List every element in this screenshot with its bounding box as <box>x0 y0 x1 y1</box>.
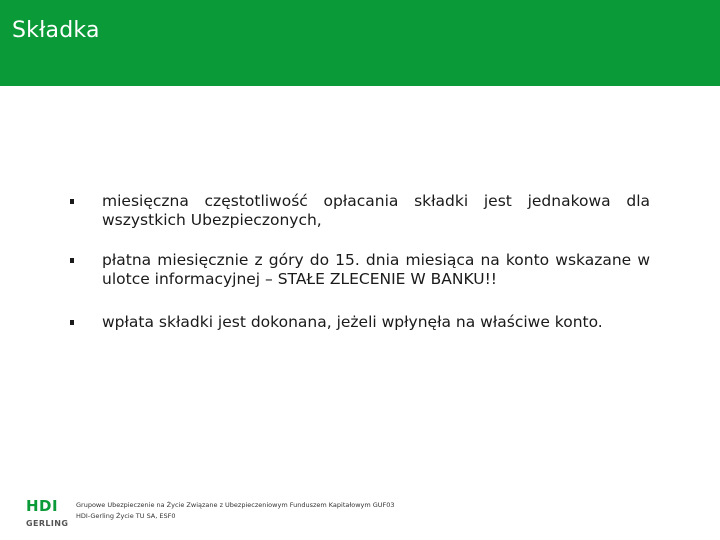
bullet-text: miesięczna częstotliwość opłacania składki jest jednakowa dla wszystkich Ubezpieczonych, <box>102 192 650 229</box>
bullet-list <box>70 192 650 353</box>
bullet-item <box>70 313 650 332</box>
footer-line-product: Grupowe Ubezpieczenie na Życie Związane z Ubezpieczeniowym Funduszem Kapitałowym GUF03 <box>76 501 395 509</box>
hdi-gerling-logo <box>26 498 72 534</box>
square-bullet-icon <box>70 199 74 204</box>
bullet-text: wpłata składki jest dokonana, jeżeli wpłynęła na właściwe konto. <box>102 313 603 331</box>
square-bullet-icon <box>70 258 74 263</box>
slide-title: Składka <box>12 18 100 43</box>
bullet-item <box>70 251 650 289</box>
logo-hdi-wordmark: HDI <box>26 497 59 515</box>
square-bullet-icon <box>70 320 74 325</box>
logo-gerling-wordmark: GERLING <box>26 519 69 528</box>
bullet-item <box>70 192 650 230</box>
bullet-text: płatna miesięcznie z góry do 15. dnia miesiąca na konto wskazane w ulotce informacyjnej – STAŁE ZLECENIE W BANKU!! <box>102 251 650 288</box>
header-band <box>0 0 720 86</box>
footer-line-company: HDI-Gerling Życie TU SA, ESF0 <box>76 512 176 520</box>
footer-text <box>76 500 395 522</box>
